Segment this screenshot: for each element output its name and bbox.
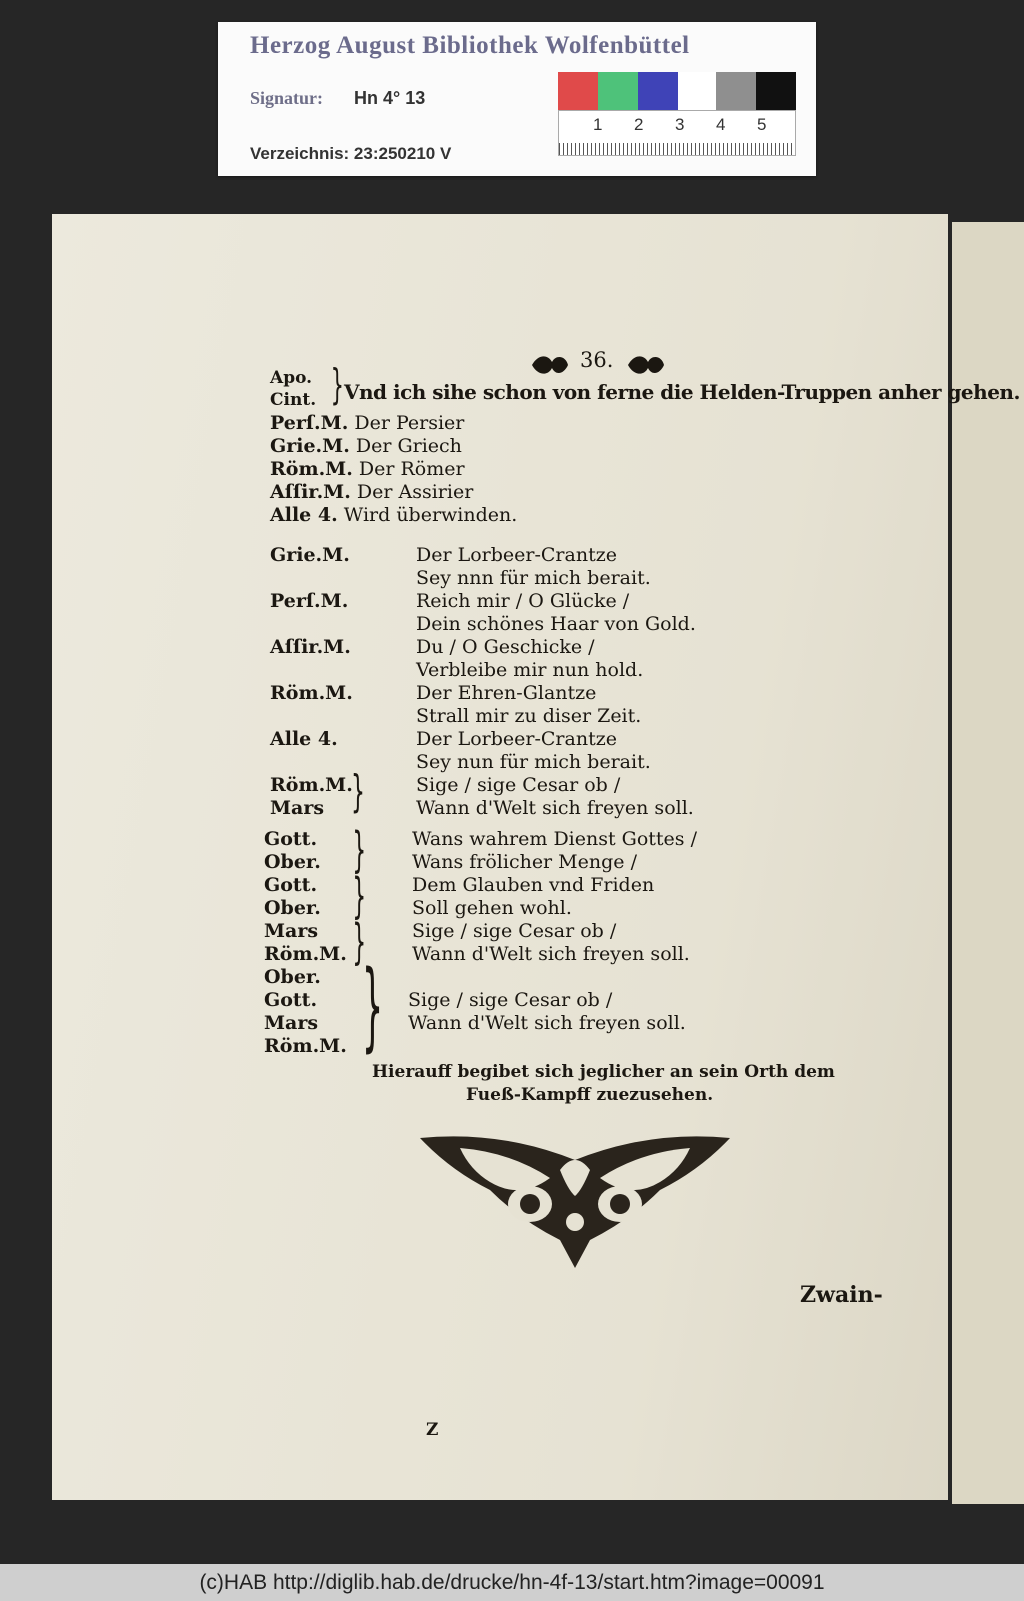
book-page: [52, 214, 1020, 1500]
speaker-label: Aſſir.M.: [270, 481, 351, 503]
brace: }: [351, 766, 365, 817]
verse-line: Der Lorbeer-Crantze: [416, 728, 617, 750]
ruler-number: 1: [593, 115, 603, 134]
speaker-label: Perſ.M.: [270, 412, 349, 434]
line-text: Der Römer: [358, 458, 465, 480]
adjacent-page-edge: [952, 222, 1024, 1504]
speaker-label: Mars: [264, 920, 319, 942]
brace: }: [352, 914, 367, 970]
header-ornament-left-icon: [530, 352, 570, 378]
speaker-label: Gott.: [264, 874, 318, 896]
speaker-label: Ober.: [264, 966, 321, 988]
color-swatch-white: [678, 72, 718, 110]
speaker-label: Perſ.M.: [270, 590, 349, 612]
catchword: Zwain-: [800, 1282, 883, 1308]
verse-line: Dein schönes Haar von Gold.: [416, 613, 696, 635]
verse-line: Du / O Geschicke /: [416, 636, 595, 658]
verse-line: Sey nnn für mich berait.: [416, 567, 651, 589]
floral-vignette-icon: [420, 1130, 730, 1270]
speaker-label: Grie.M.: [270, 544, 350, 566]
brace: }: [352, 822, 367, 878]
speaker-label: Röm.M.: [270, 774, 353, 796]
stage-direction: Hierauff begibet sich jeglicher an sein Orth dem: [372, 1062, 835, 1082]
verse-line: Verbleibe mir nun hold.: [416, 659, 644, 681]
header-ornament-right-icon: [626, 352, 666, 378]
color-swatch-green: [598, 72, 638, 110]
verse-line: Reich mir / O Glücke /: [416, 590, 630, 612]
speaker-label: Ober.: [264, 897, 321, 919]
verse-line: Sige / sige Cesar ob /: [416, 774, 621, 796]
speaker-label: Alle 4.: [270, 728, 338, 750]
speaker-label: Mars: [264, 1012, 319, 1034]
verse-line: Der Lorbeer-Crantze: [416, 544, 617, 566]
verzeichnis-text: Verzeichnis: 23:250210 V: [250, 144, 452, 163]
speaker-label: Gott.: [264, 828, 318, 850]
stage-direction: Fueß-Kampff zuezusehen.: [466, 1085, 714, 1105]
scale-ruler: [558, 110, 796, 156]
color-swatch-red: [558, 72, 598, 110]
signature-mark: Z: [426, 1420, 439, 1440]
speaker-label: Mars: [270, 797, 325, 819]
color-swatch-gray: [716, 72, 756, 110]
speaker-label: Röm.M.: [270, 682, 353, 704]
speaker-label: Röm.M.: [264, 943, 347, 965]
line-text: Wird überwinden.: [343, 504, 518, 526]
page-number: 36.: [580, 348, 614, 372]
verse-line: Wann d'Welt sich freyen soll.: [412, 943, 690, 965]
speaker-label: Ober.: [264, 851, 321, 873]
verse-line: Soll gehen wohl.: [412, 897, 572, 919]
verse-line: Strall mir zu diser Zeit.: [416, 705, 642, 727]
verse-line: Wans frölicher Menge /: [412, 851, 637, 873]
list-line: [270, 435, 462, 457]
line-text: Der Griech: [355, 435, 462, 457]
ruler-number: 3: [675, 115, 685, 134]
speaker-label: Röm.M.: [264, 1035, 347, 1057]
line-text: Der Assirier: [356, 481, 474, 503]
ruler-number: 2: [634, 115, 644, 134]
signatur-label: Signatur:: [250, 88, 324, 108]
list-line: [270, 481, 473, 503]
verse-line: Sey nun für mich berait.: [416, 751, 651, 773]
brace: }: [330, 360, 345, 409]
verse-line: Wans wahrem Dienst Gottes /: [412, 828, 697, 850]
speaker-label: Grie.M.: [270, 435, 350, 457]
ruler-number: 5: [757, 115, 767, 134]
verse-line: Wann d'Welt sich freyen soll.: [416, 797, 694, 819]
verse-line: Sige / sige Cesar ob /: [408, 989, 613, 1011]
speaker-label: Aſſir.M.: [270, 636, 351, 658]
speaker-label: Apo.: [270, 368, 313, 388]
speaker-label: Cint.: [270, 390, 317, 410]
speaker-label: Alle 4.: [270, 504, 338, 526]
speaker-label: Gott.: [264, 989, 318, 1011]
verse-line: Dem Glauben vnd Friden: [412, 874, 655, 896]
speaker-label: Röm.M.: [270, 458, 353, 480]
verse-line: Sige / sige Cesar ob /: [412, 920, 617, 942]
list-line: [270, 412, 464, 434]
brace: }: [361, 950, 384, 1062]
color-swatch-blue: [638, 72, 678, 110]
color-swatch-black: [756, 72, 796, 110]
library-name: Herzog August Bibliothek Wolfenbüttel: [250, 32, 690, 59]
copyright-footer: (c)HAB http://diglib.hab.de/drucke/hn-4f-13/start.htm?image=00091: [0, 1564, 1024, 1601]
ruler-ticks: [559, 143, 795, 155]
list-line: [270, 504, 517, 526]
verse-line: Der Ehren-Glantze: [416, 682, 597, 704]
library-card: [218, 22, 816, 176]
line-text: Der Persier: [354, 412, 465, 434]
ruler-number: 4: [716, 115, 726, 134]
list-line: [270, 458, 465, 480]
verse-line: Wann d'Welt sich freyen soll.: [408, 1012, 686, 1034]
intro-line: Vnd ich sihe schon von ferne die Helden-Truppen anher gehen.: [344, 380, 1020, 404]
brace: }: [352, 868, 367, 924]
signatur-value: Hn 4° 13: [354, 88, 426, 108]
